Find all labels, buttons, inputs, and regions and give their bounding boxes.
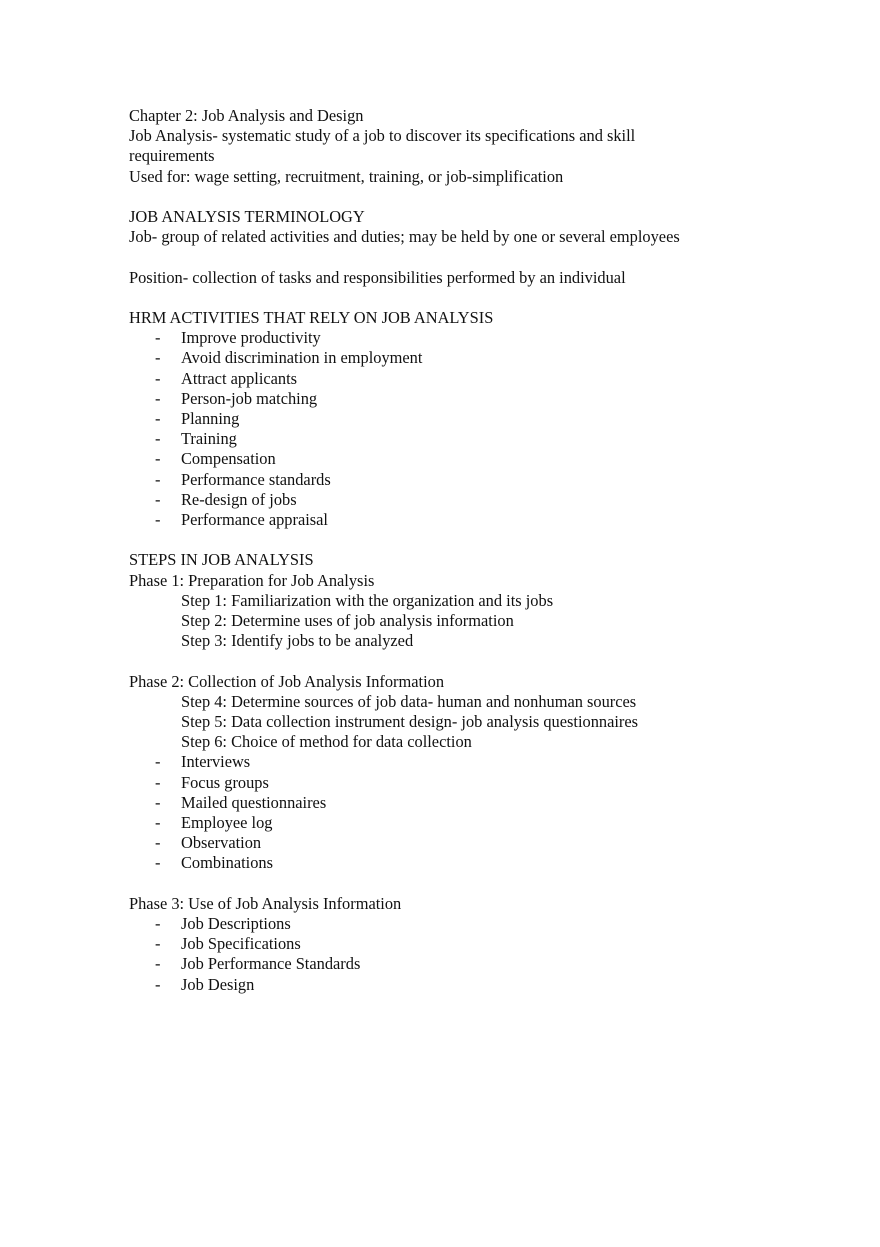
list-item: - Performance appraisal — [155, 510, 328, 530]
dash-bullet: - — [155, 368, 161, 388]
terminology-heading: JOB ANALYSIS TERMINOLOGY — [129, 207, 365, 226]
dash-bullet: - — [155, 348, 161, 368]
step-item: Step 3: Identify jobs to be analyzed — [181, 631, 414, 651]
list-item: - Person-job matching — [155, 388, 318, 408]
dash-bullet: - — [155, 813, 161, 833]
dash-bullet: - — [155, 833, 161, 853]
list-item: - Observation — [155, 833, 262, 853]
list-item: - Employee log — [155, 813, 273, 833]
dash-bullet: - — [155, 409, 161, 428]
job-analysis-definition: Job Analysis- systematic study of a job to discover its specifications and skill requirements — [129, 126, 636, 166]
list-item: - Combinations — [155, 853, 273, 873]
dash-bullet: - — [155, 429, 161, 449]
step-item: Step 2: Determine uses of job analysis information — [181, 611, 514, 631]
dash-bullet: - — [155, 510, 161, 530]
dash-bullet: - — [155, 934, 161, 954]
step-item: Step 6: Choice of method for data collection — [181, 732, 472, 752]
document-page — [129, 106, 849, 995]
dash-bullet: - — [155, 853, 161, 873]
job-definition: Job- group of related activities and duties; may be held by one or several employees — [129, 227, 680, 247]
dash-bullet: - — [155, 449, 161, 469]
list-item: - Performance standards — [155, 469, 331, 489]
list-item: - Avoid discrimination in employment — [155, 348, 423, 368]
chapter-title: Chapter 2: Job Analysis and Design — [129, 106, 364, 125]
dash-bullet: - — [155, 772, 161, 792]
dash-bullet: - — [155, 974, 161, 994]
dash-bullet: - — [155, 328, 161, 348]
list-item: - Attract applicants — [155, 368, 298, 388]
list-item: - Interviews — [155, 752, 251, 772]
dash-bullet: - — [155, 489, 161, 509]
data-collection-methods-list — [129, 752, 849, 873]
step-item: Step 5: Data collection instrument design- job analysis questionnaires — [181, 712, 639, 732]
phase-2-title: Phase 2: Collection of Job Analysis Information — [129, 671, 445, 691]
dash-bullet: - — [155, 792, 161, 812]
step-item: Step 1: Familiarization with the organization and its jobs — [181, 590, 554, 610]
dash-bullet: - — [155, 954, 161, 974]
list-item: - Job Performance Standards — [155, 954, 361, 974]
dash-bullet: - — [155, 469, 161, 489]
list-item: - Job Specifications — [155, 934, 301, 954]
list-item: - Focus groups — [155, 772, 269, 792]
step-item: Step 4: Determine sources of job data- human and nonhuman sources — [181, 691, 637, 711]
phase-1-title: Phase 1: Preparation for Job Analysis — [129, 570, 375, 590]
steps-heading: STEPS IN JOB ANALYSIS — [129, 550, 314, 570]
phase-3-title: Phase 3: Use of Job Analysis Information — [129, 893, 402, 913]
list-item: - Job Descriptions — [155, 914, 291, 934]
list-item: - Re-design of jobs — [155, 489, 297, 509]
job-analysis-uses-list — [129, 914, 849, 995]
list-item: - Training — [155, 429, 237, 449]
dash-bullet: - — [155, 752, 161, 772]
list-item: - Job Design — [155, 974, 255, 994]
list-item: - Planning — [155, 409, 240, 428]
used-for-text: Used for: wage setting, recruitment, training, or job-simplification — [129, 166, 564, 186]
list-item: - Compensation — [155, 449, 276, 469]
dash-bullet: - — [155, 388, 161, 408]
dash-bullet: - — [155, 914, 161, 934]
list-item: - Improve productivity — [155, 328, 321, 348]
hrm-activities-heading: HRM ACTIVITIES THAT RELY ON JOB ANALYSIS — [129, 307, 494, 327]
list-item: - Mailed questionnaires — [155, 792, 327, 812]
hrm-activities-list — [129, 328, 849, 530]
position-definition: Position- collection of tasks and responsibilities performed by an individual — [129, 267, 626, 287]
